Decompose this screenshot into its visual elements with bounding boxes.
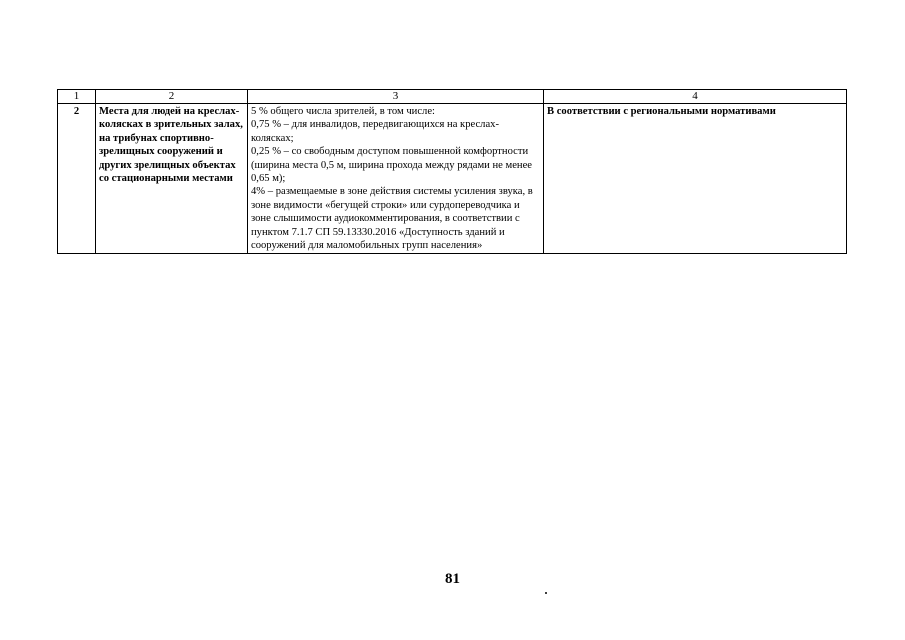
row-number: 2 <box>58 104 96 254</box>
norms-table <box>57 89 847 254</box>
table-header-row <box>58 90 847 104</box>
header-col-1: 1 <box>58 90 96 104</box>
row-name: Места для людей на креслах-колясках в зрительных залах, на трибунах спортивно-зрелищных сооружений и других зрелищных объектах со стационарными местами <box>96 104 248 254</box>
header-col-4: 4 <box>544 90 847 104</box>
requirement-line: 4% – размещаемые в зоне действия системы усиления звука, в зоне видимости «бегущей строки» или сурдопереводчика и зоне слышимости аудиокомментирования, в соответствии с пунктом 7.1.7 СП 59.13330.2016 «Доступность зданий и сооружений для маломобильных групп населения» <box>251 186 533 252</box>
table-row <box>58 104 847 254</box>
header-col-2: 2 <box>96 90 248 104</box>
row-note: В соответствии с региональными нормативами <box>544 104 847 254</box>
row-requirements <box>248 104 544 254</box>
header-col-3: 3 <box>248 90 544 104</box>
page-number: 81 <box>445 571 460 587</box>
scan-speck <box>545 592 547 594</box>
requirement-line: 5 % общего числа зрителей, в том числе: <box>251 106 435 117</box>
requirement-line: 0,75 % – для инвалидов, передвигающихся на креслах-колясках; <box>251 119 499 144</box>
requirement-line: 0,25 % – со свободным доступом повышенной комфортности (ширина места 0,5 м, ширина прохода между рядами не менее 0,65 м); <box>251 146 532 185</box>
